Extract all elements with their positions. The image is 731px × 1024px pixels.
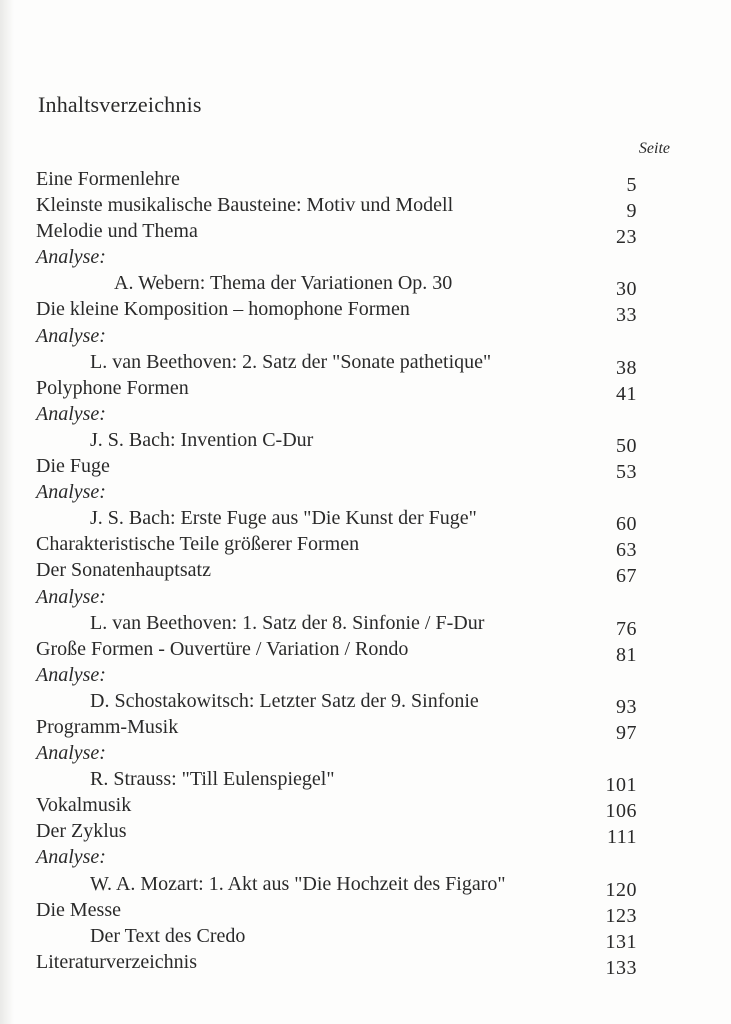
toc-subentry (0, 688, 731, 718)
toc-entry-title: Analyse: (36, 585, 106, 608)
toc-entry-title: R. Strauss: "Till Eulenspiegel" (90, 768, 335, 791)
toc-entry-page: 123 (605, 904, 637, 927)
toc-entry (0, 453, 731, 484)
toc-entry-title: Große Formen - Ouvertüre / Variation / Rondo (36, 637, 409, 660)
toc-entry (0, 949, 731, 979)
toc-entry-title: Analyse: (36, 402, 106, 425)
toc-entry-title: Literaturverzeichnis (36, 950, 198, 973)
toc-entry (0, 296, 731, 327)
toc-subentry (0, 871, 731, 901)
toc-entry-page: 23 (616, 226, 637, 249)
toc-entry-title: Der Text des Credo (90, 924, 246, 947)
toc-subentry (0, 923, 731, 953)
toc-entry-title: Der Sonatenhauptsatz (36, 559, 211, 582)
toc-entry-title: Polyphone Formen (36, 376, 189, 399)
toc-entry-title: J. S. Bach: Erste Fuge aus "Die Kunst der Fuge" (90, 507, 477, 530)
page-title: Inhaltsverzeichnis (38, 92, 202, 117)
toc-analyse-label (0, 323, 731, 349)
toc-subentry (0, 505, 731, 536)
toc-entry (0, 897, 731, 927)
toc-subentry (0, 766, 731, 797)
toc-entry-title: D. Schostakowitsch: Letzter Satz der 9. Sinfonie (90, 689, 479, 712)
toc-entry-title: A. Webern: Thema der Variationen Op. 30 (114, 272, 453, 295)
toc-entry-page: 106 (605, 800, 637, 823)
toc-entry-page: 60 (616, 513, 637, 536)
toc-entry-title: W. A. Mozart: 1. Akt aus "Die Hochzeit des Figaro" (90, 872, 506, 895)
toc-entry-title: Analyse: (36, 481, 106, 504)
toc-entry-title: Die Messe (36, 898, 121, 921)
toc-entry-title: Der Zyklus (36, 820, 127, 843)
toc-entry-page: 5 (626, 174, 637, 196)
toc-entry-title: Charakteristische Teile größerer Formen (36, 533, 360, 556)
toc-entry (0, 557, 731, 588)
toc-entry-title: Kleinste musikalische Bausteine: Motiv und Modell (36, 194, 454, 217)
toc-entry-title: Analyse: (36, 324, 106, 347)
toc-entry (0, 192, 731, 223)
toc-entry-page: 120 (605, 878, 637, 901)
toc-entry (0, 792, 731, 823)
toc-entry-page: 30 (616, 278, 637, 301)
toc-entry (0, 636, 731, 666)
toc-analyse-label (0, 662, 731, 688)
toc-analyse-label (0, 401, 731, 427)
toc-entry-page: 111 (606, 826, 637, 849)
toc-entry-page: 63 (616, 539, 637, 562)
toc-subentry (0, 270, 731, 301)
toc-entry-title: Analyse: (36, 663, 106, 686)
toc-entry-page: 9 (626, 200, 637, 223)
toc-entry-page: 133 (605, 956, 637, 979)
toc-entry-title: Melodie und Thema (36, 220, 198, 243)
toc-analyse-label (0, 479, 731, 505)
toc-entry-title: J. S. Bach: Invention C-Dur (90, 428, 314, 451)
toc-analyse-label (0, 584, 731, 610)
toc-entry (0, 375, 731, 405)
toc-entry-title: Eine Formenlehre (36, 168, 180, 190)
toc-entry-title: Analyse: (36, 742, 106, 765)
toc-entry (0, 166, 731, 196)
page-column-header: Seite (638, 140, 670, 157)
toc-entry (0, 818, 731, 849)
toc-entry-page: 93 (616, 695, 637, 718)
toc-entry-title: Die Fuge (36, 455, 110, 478)
toc-list (0, 166, 731, 979)
toc-entry-title: Analyse: (36, 846, 106, 869)
toc-entry (0, 531, 731, 562)
toc-entry-page: 53 (616, 461, 637, 484)
toc-entry-page: 38 (616, 356, 637, 379)
toc-entry (0, 714, 731, 744)
toc-entry-page: 131 (605, 930, 637, 953)
toc-subentry (0, 427, 731, 457)
toc-analyse-label (0, 844, 731, 870)
toc-subentry (0, 349, 731, 379)
toc-entry-page: 97 (616, 721, 637, 744)
toc-entry-title: L. van Beethoven: 2. Satz der "Sonate pathetique" (90, 350, 492, 373)
toc-entry-title: Analyse: (36, 246, 106, 269)
toc-analyse-label (0, 740, 731, 766)
toc-entry (0, 218, 731, 249)
toc-entry-title: Die kleine Komposition – homophone Formen (36, 298, 410, 321)
toc-entry-page: 81 (616, 643, 637, 666)
toc-entry-title: Vokalmusik (36, 794, 132, 817)
toc-entry-title: L. van Beethoven: 1. Satz der 8. Sinfonie / F-Dur (90, 611, 485, 634)
toc-entry-page: 33 (616, 304, 637, 327)
toc-analyse-label (0, 244, 731, 270)
toc-entry-title: Programm-Musik (36, 715, 179, 738)
toc-entry-page: 101 (605, 774, 637, 797)
toc-subentry (0, 610, 731, 640)
toc-entry-page: 76 (616, 617, 637, 640)
toc-entry-page: 50 (616, 434, 637, 457)
toc-entry-page: 67 (616, 565, 637, 588)
toc-entry-page: 41 (616, 382, 637, 405)
